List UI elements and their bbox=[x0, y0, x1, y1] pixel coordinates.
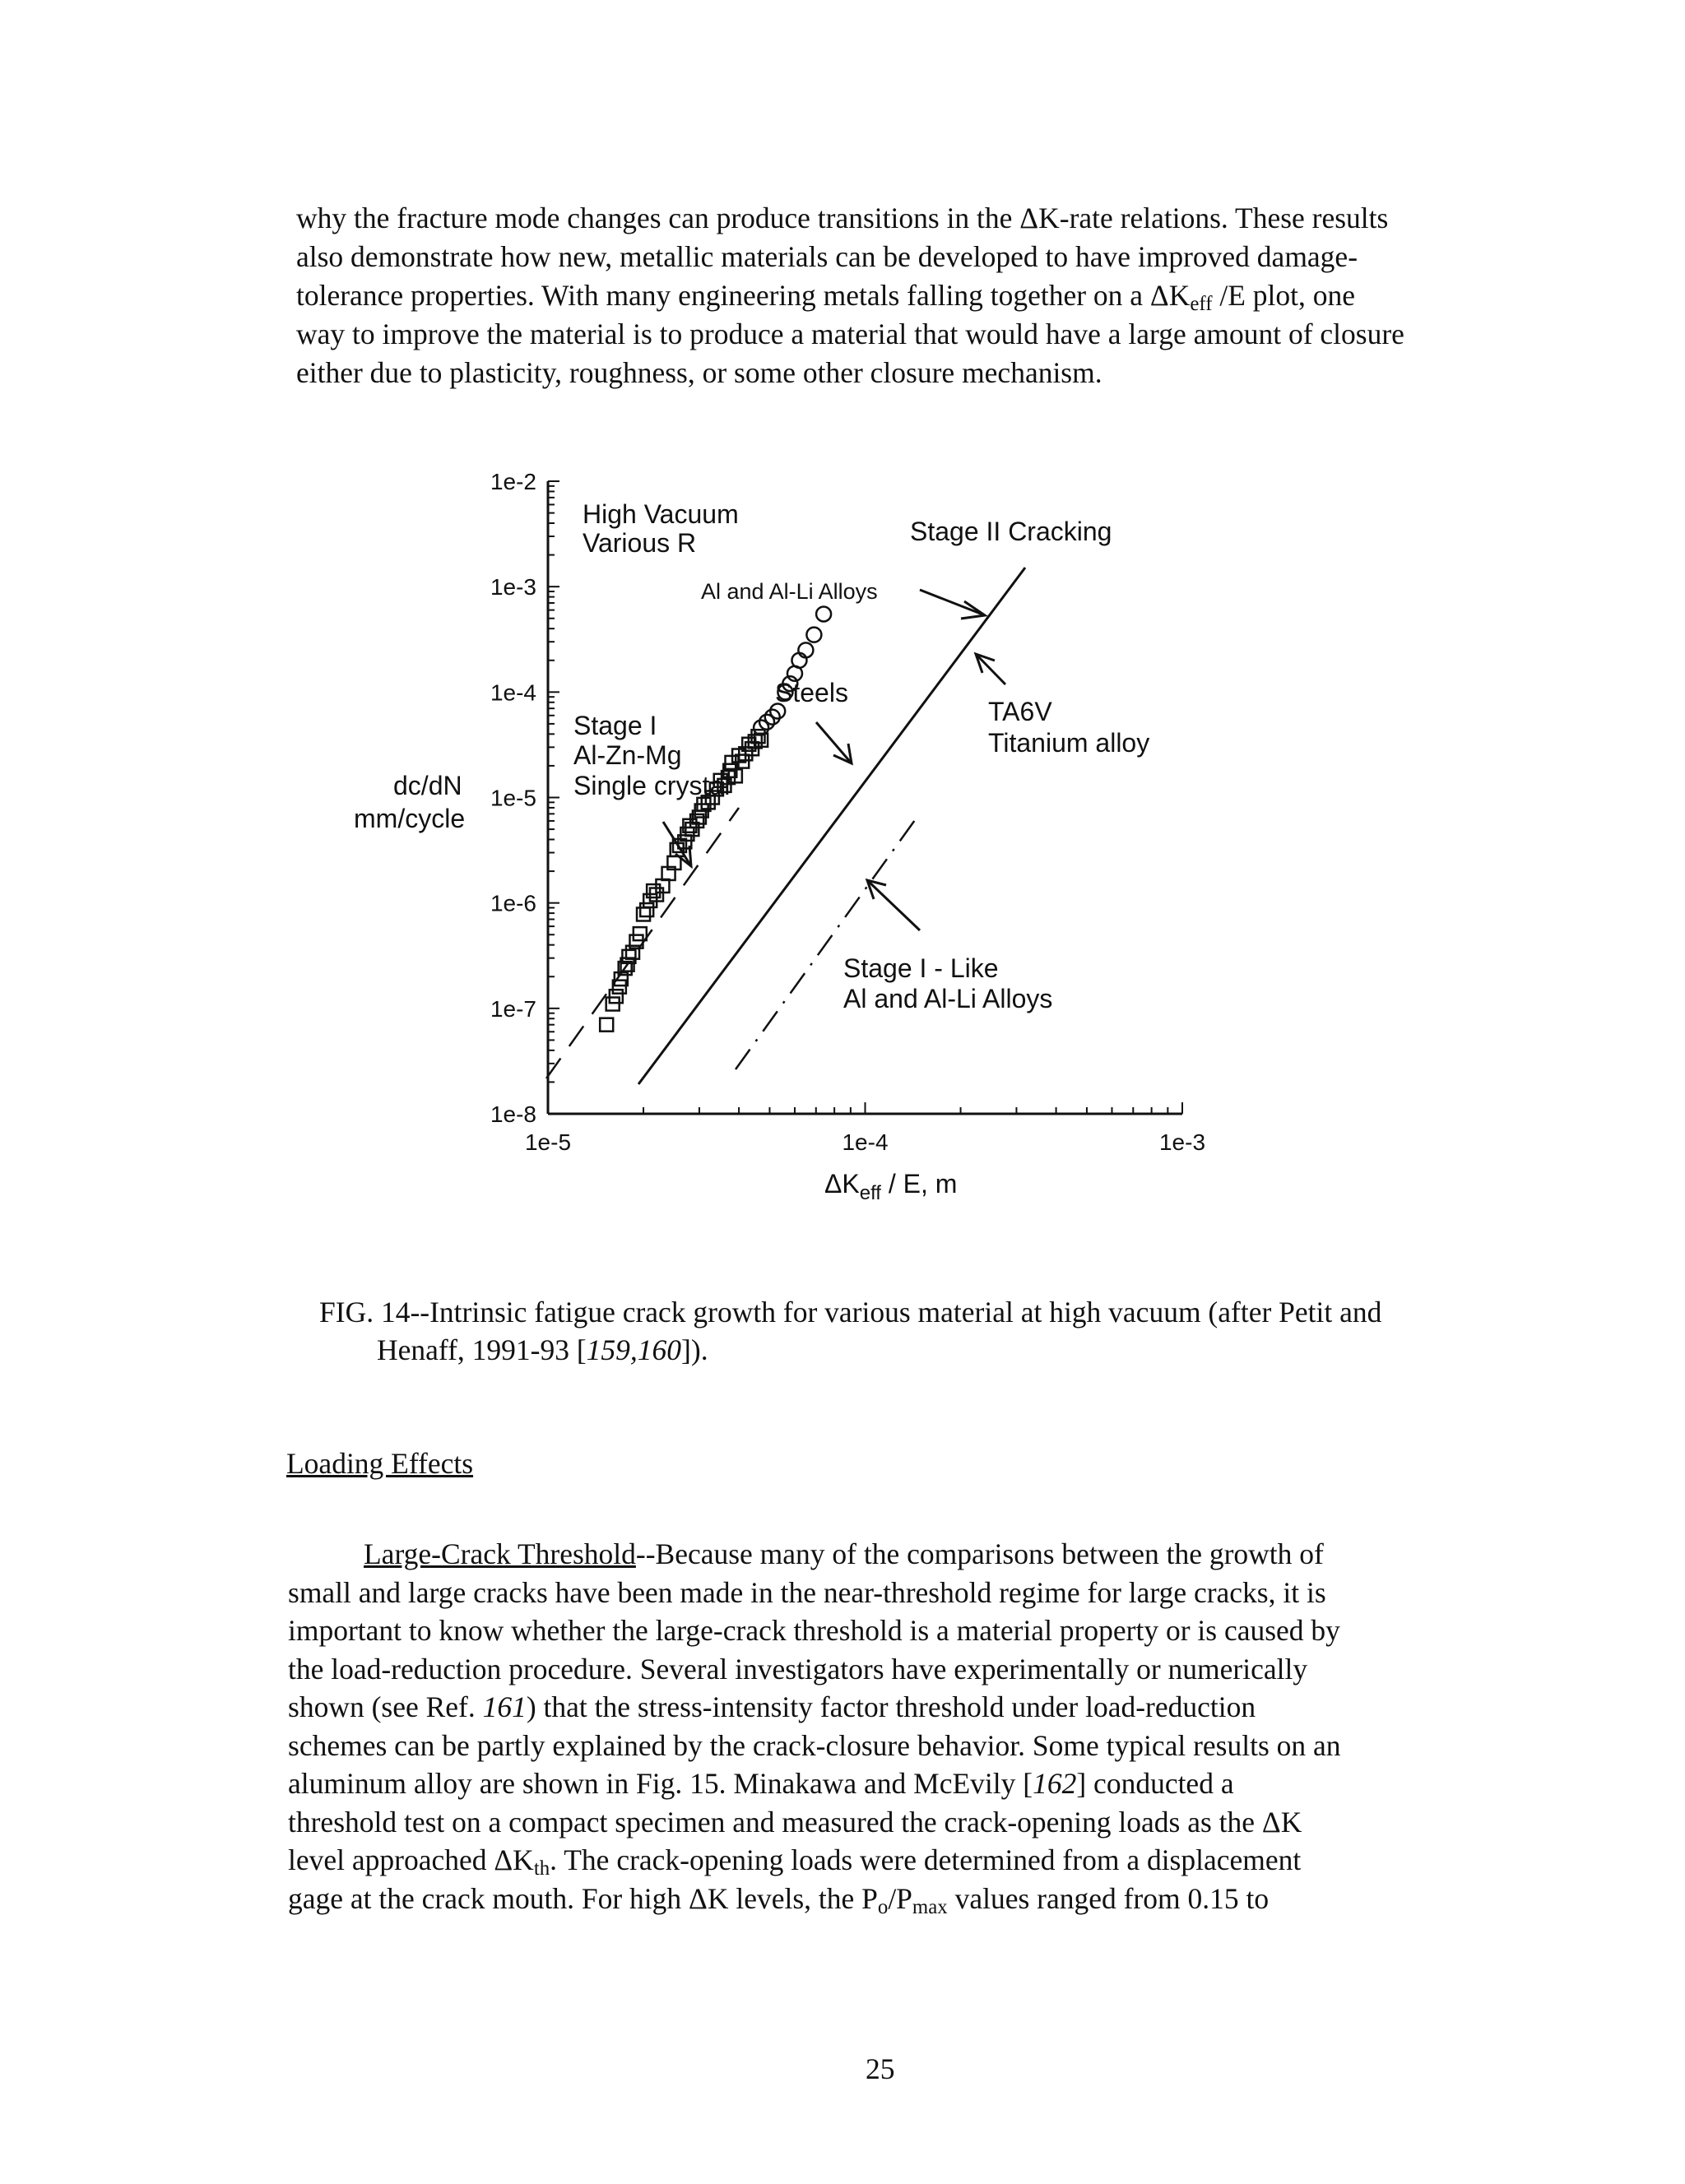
body-sub: max bbox=[912, 1895, 948, 1918]
annotation-al-alloys: Al and Al-Li Alloys bbox=[701, 579, 878, 604]
steel-data-point bbox=[606, 998, 620, 1011]
intro-line: why the fracture mode changes can produce transitions in the ΔK-rate relations. These results bbox=[296, 202, 1389, 234]
section-heading: Loading Effects bbox=[286, 1447, 474, 1480]
intro-line-sub: eff bbox=[1190, 293, 1213, 315]
figure-caption bbox=[319, 1293, 1488, 1369]
data-markers bbox=[600, 606, 831, 1031]
annotation-stage2: Stage II Cracking bbox=[910, 517, 1112, 546]
steel-data-point bbox=[610, 990, 623, 1003]
body-line bbox=[288, 1688, 1497, 1727]
annotation-al-zn-mg: Al-Zn-Mg bbox=[573, 740, 682, 770]
y-tick-label: 1e-5 bbox=[490, 785, 536, 811]
ta6v-data-point bbox=[806, 628, 821, 642]
annotation-single-crystal: Single crystal bbox=[573, 771, 731, 800]
body-text: level approached ΔK bbox=[288, 1843, 534, 1876]
annotation-stage1: Stage I bbox=[573, 711, 657, 740]
annotation-ta6v: TA6V bbox=[988, 697, 1052, 726]
x-tick-label: 1e-5 bbox=[524, 1129, 572, 1155]
steel-data-point bbox=[647, 884, 660, 897]
annotation-stage1-like-alloys: Al and Al-Li Alloys bbox=[843, 984, 1053, 1013]
arrow-steels bbox=[816, 722, 852, 763]
y-axis-label-line1: dc/dN bbox=[393, 771, 462, 800]
y-tick-label: 1e-4 bbox=[490, 679, 536, 706]
body-line bbox=[288, 1535, 1497, 1574]
x-axis-label-sub: eff bbox=[859, 1182, 881, 1204]
body-paragraph bbox=[288, 1535, 1497, 1917]
arrow-al-alloys bbox=[920, 590, 985, 619]
caption-line: FIG. 14--Intrinsic fatigue crack growth for various material at high vacuum (after Petit and bbox=[319, 1296, 1382, 1328]
steel-data-point bbox=[640, 903, 653, 916]
body-text: . The crack-opening loads were determined from a displacement bbox=[550, 1843, 1302, 1876]
body-line: schemes can be partly explained by the crack-closure behavior. Some typical results on an bbox=[288, 1728, 1341, 1762]
x-tick-label: 1e-4 bbox=[842, 1129, 889, 1155]
ref-citation: 162 bbox=[1033, 1767, 1077, 1800]
y-tick-label: 1e-7 bbox=[490, 995, 536, 1022]
body-text: values ranged from 0.15 to bbox=[947, 1881, 1270, 1915]
intro-line-text: tolerance properties. With many engineering metals falling together on a ΔK bbox=[296, 279, 1191, 312]
body-line bbox=[288, 1764, 1497, 1803]
body-sub: th bbox=[533, 1857, 550, 1880]
subheading: Large-Crack Threshold bbox=[364, 1537, 636, 1570]
intro-line: also demonstrate how new, metallic materials can be developed to have improved damage- bbox=[296, 240, 1358, 273]
body-text: ] conducted a bbox=[1076, 1767, 1234, 1800]
arrow-ta6v bbox=[976, 654, 1005, 684]
steel-data-point bbox=[600, 1018, 613, 1032]
x-axis-label-tail: / E, m bbox=[880, 1169, 958, 1199]
body-sub: o bbox=[877, 1895, 889, 1918]
intro-line: either due to plasticity, roughness, or some other closure mechanism. bbox=[296, 356, 1102, 389]
body-text: shown (see Ref. bbox=[288, 1690, 483, 1723]
y-axis-label-line2: mm/cycle bbox=[354, 804, 466, 833]
body-line: important to know whether the large-crack threshold is a material property or is caused by bbox=[288, 1614, 1340, 1647]
stage1-like-dashdot-line bbox=[736, 820, 915, 1069]
body-text: gage at the crack mouth. For high ΔK levels, the P bbox=[288, 1881, 878, 1915]
steel-data-point bbox=[634, 927, 647, 940]
y-tick-label: 1e-2 bbox=[490, 469, 536, 494]
body-text: aluminum alloy are shown in Fig. 15. Minakawa and McEvily [ bbox=[288, 1767, 1033, 1800]
ref-citation: 161 bbox=[482, 1690, 527, 1723]
body-text: --Because many of the comparisons between the growth of bbox=[635, 1537, 1324, 1570]
caption-line bbox=[319, 1331, 1488, 1369]
ta6v-data-point bbox=[816, 606, 831, 621]
body-text: /P bbox=[888, 1881, 912, 1915]
caption-refs: 159,160 bbox=[586, 1333, 682, 1366]
annotation-stage1-like: Stage I - Like bbox=[843, 953, 999, 983]
y-tick-label: 1e-6 bbox=[490, 890, 536, 916]
x-axis-label bbox=[824, 1169, 957, 1204]
x-tick-label: 1e-3 bbox=[1158, 1129, 1206, 1155]
caption-tail: ]). bbox=[681, 1333, 708, 1366]
annotation-high-vacuum: High Vacuum bbox=[583, 499, 739, 529]
intro-line-tail: /E plot, one bbox=[1212, 279, 1356, 312]
steel-data-point bbox=[637, 907, 650, 920]
annotation-titanium-alloy: Titanium alloy bbox=[988, 728, 1150, 758]
annotation-various-r: Various R bbox=[583, 528, 697, 558]
y-tick-labels bbox=[490, 469, 536, 1127]
caption-line-text: Henaff, 1991-93 [ bbox=[377, 1333, 587, 1366]
body-line: small and large cracks have been made in the near-threshold regime for large cracks, it is bbox=[288, 1575, 1326, 1609]
intro-line: way to improve the material is to produce a material that would have a large amount of closure bbox=[296, 318, 1404, 350]
body-line: the load-reduction procedure. Several investigators have experimentally or numerically bbox=[288, 1652, 1308, 1686]
y-tick-label: 1e-3 bbox=[490, 574, 536, 600]
body-line: threshold test on a compact specimen and measured the crack-opening loads as the ΔK bbox=[288, 1805, 1302, 1839]
body-line bbox=[288, 1880, 1497, 1918]
x-axis-label-main: ΔK bbox=[824, 1169, 860, 1199]
body-line bbox=[288, 1841, 1497, 1880]
y-tick-label: 1e-8 bbox=[490, 1101, 536, 1127]
annotation-steels: Steels bbox=[775, 678, 848, 707]
body-text: ) that the stress-intensity factor threshold under load-reduction bbox=[526, 1690, 1256, 1723]
page-number: 25 bbox=[866, 2052, 895, 2085]
x-tick-labels bbox=[525, 1129, 1205, 1155]
arrow-stage1-like bbox=[867, 880, 920, 930]
